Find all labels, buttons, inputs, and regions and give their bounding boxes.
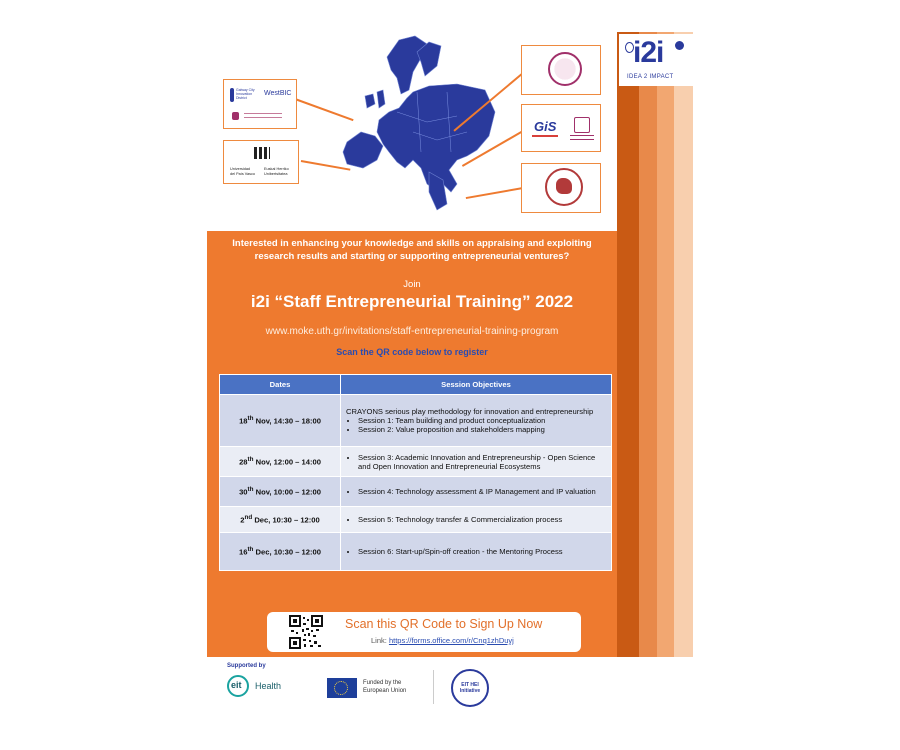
session-objectives [341,533,612,571]
table-row [220,395,612,447]
session-item: • Session 5: Technology transfer & Commercialization process [358,515,606,524]
session-item: • Session 2: Value proposition and stakeholders mapping [358,425,606,434]
table-row [220,507,612,533]
funded-line-1: Funded by the [363,680,402,686]
session-objectives [341,507,612,533]
i2i-logo-subtitle: IDEA 2 IMPACT [627,74,674,80]
bulb-icon [625,42,634,53]
partner-logo-galway [223,79,297,129]
partner-logo-uth [521,163,601,213]
session-date: 28th Nov, 12:00 – 14:00 [220,447,341,477]
session-date: 2nd Dec, 10:30 – 12:00 [220,507,341,533]
partner-logo-upv-ehu [223,140,299,184]
upv-text: Universidad [230,167,251,171]
galway-text: District [236,96,247,100]
stripe-light [657,32,674,657]
table-row [220,477,612,507]
ehu-text: Unibertsitatea [264,172,288,176]
session-objectives [341,447,612,477]
stripe-dark [617,32,639,657]
university-text-lines [244,117,282,118]
i2i-logo-text: i2i [633,36,664,69]
join-label: Join [403,279,421,290]
scan-register-text: Scan the QR code below to register [336,347,488,357]
intro-line-2: research results and starting or supporting entrepreneurial ventures? [254,251,570,262]
session-date: 18th Nov, 14:30 – 18:00 [220,395,341,447]
signup-title: Scan this QR Code to Sign Up Now [345,617,543,631]
session-item: • Session 6: Start-up/Spin-off creation - the Mentoring Process [358,547,606,556]
eu-flag-icon [327,678,357,698]
partner-logo-gis [521,104,601,152]
intro-line-1: Interested in enhancing your knowledge and skills on appraising and exploiting [232,238,592,249]
stripe-mid [639,32,657,657]
session-date: 16th Dec, 10:30 – 12:00 [220,533,341,571]
university-text-lines [570,135,594,136]
hei-line-1: EIT HEI [461,682,479,688]
poster [207,32,695,720]
session-objectives [341,395,612,447]
eu-stars [334,681,348,695]
session-item: • Session 3: Academic Innovation and Entrepreneurship - Open Science and Open Innovation and Entrepreneurial Ecosystems [358,453,606,471]
eit-hei-badge [451,669,489,707]
signup-link[interactable]: https://forms.office.com/r/Cnq1zhDuyj [388,636,514,645]
stripe-lightest [674,32,693,657]
eit-text: eit [231,680,242,690]
ehu-text: Euskal Herriko [264,167,289,171]
signup-box [267,612,581,652]
university-text-lines [570,139,594,140]
crest-icon [232,112,239,120]
event-title: i2i “Staff Entrepreneurial Training” 2022 [250,292,574,311]
session-objectives [341,477,612,507]
footer-divider [433,670,434,704]
qr-code-icon[interactable] [289,615,323,649]
session-date: 30th Nov, 10:00 – 12:00 [220,477,341,507]
upv-text: del País Vasco [230,172,256,176]
gis-text: GiS [534,119,557,134]
hei-line-2: Initiative [459,688,481,694]
dates-header: Dates [220,375,341,395]
link-label: Link: [371,636,389,645]
supported-by-label: Supported by [227,663,266,669]
galway-icon [230,88,234,102]
signup-link-row [371,636,514,645]
objectives-header: Session Objectives [341,375,612,395]
event-url: www.moke.uth.gr/invitations/staff-entrepreneurial-training-program [265,326,559,337]
schedule-table [219,374,612,571]
table-row [220,447,612,477]
gis-swoosh [532,135,558,137]
table-row [220,533,612,571]
session-item: • Session 4: Technology assessment & IP Management and IP valuation [358,487,606,496]
university-text-lines [244,113,282,114]
upv-ehu-icon [254,147,270,159]
galway-text: Innovation [236,92,253,96]
i2i-logo [619,34,693,86]
globe-icon [675,41,684,50]
galway-text: Galway City [236,88,255,92]
westbic-text: WestBIC [264,90,292,97]
partner-logo-seal-1 [521,45,601,95]
health-text: Health [255,681,282,691]
centaur-icon [556,178,572,194]
funded-line-2: European Union [363,688,407,694]
eit-health-logo [227,675,299,699]
session-intro: CRAYONS serious play methodology for innovation and entrepreneurship [346,407,594,416]
europe-map [317,32,507,222]
seal-icon [548,52,582,86]
university-crest-icon [574,117,590,133]
session-item: • Session 1: Team building and product conceptualization [358,416,606,425]
